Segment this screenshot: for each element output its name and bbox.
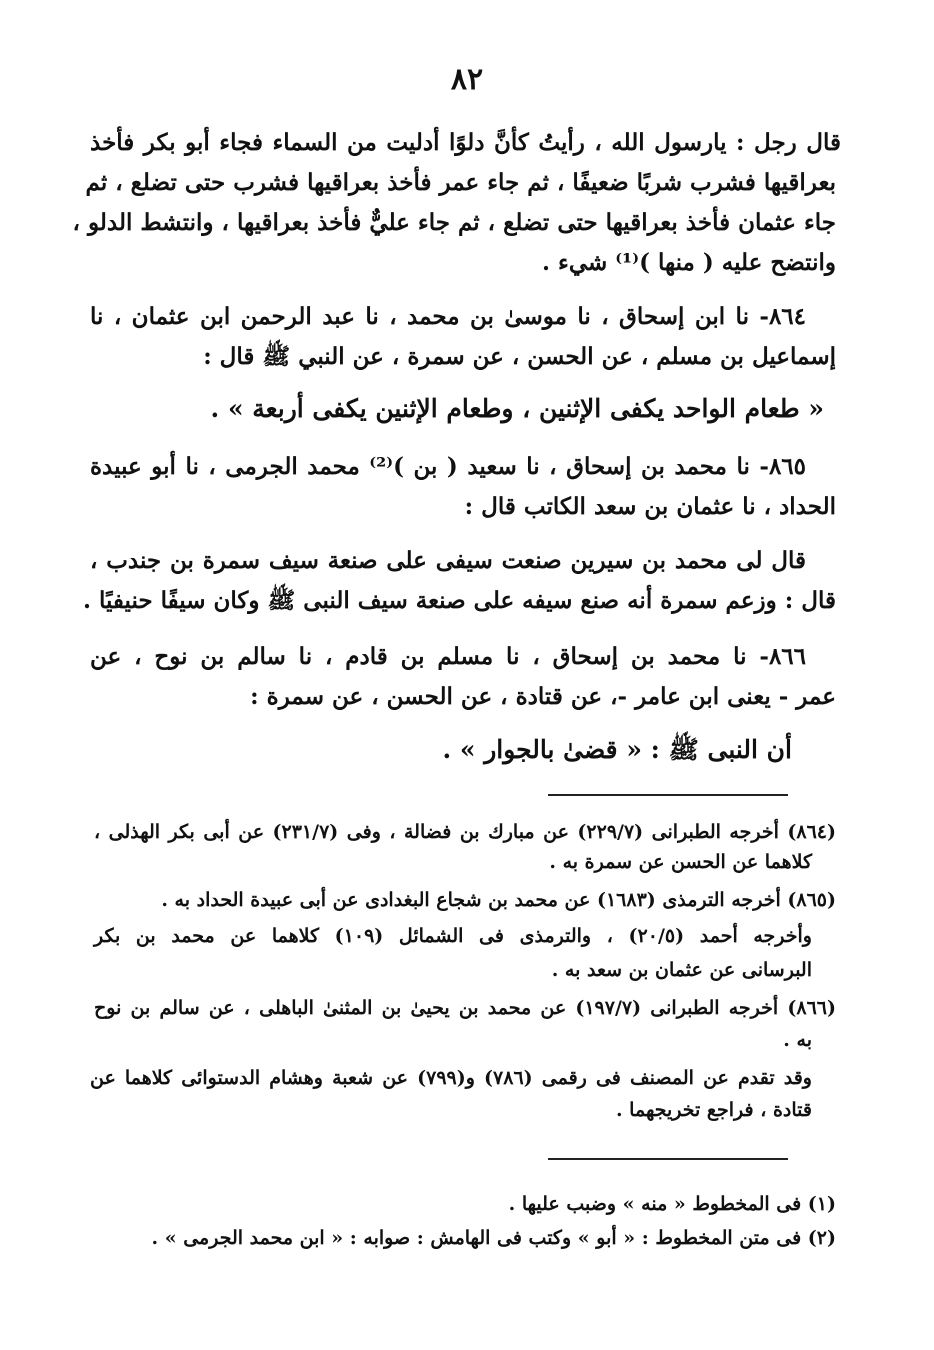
- footnote-divider: [548, 1158, 788, 1160]
- takhrij-note: قتادة ، فراجع تخريجهما .: [615, 1099, 812, 1121]
- takhrij-note: وقد تقدم عن المصنف فى رقمى (٧٨٦) و(٧٩٩) عن شعبة وهشام الدستوائى كلاهما عن: [90, 1067, 812, 1089]
- section-divider: [548, 794, 788, 796]
- hadith-866-isnad: عمر - يعنى ابن عامر -، عن قتادة ، عن الحسن ، عن سمرة :: [250, 683, 836, 710]
- hadith-866-text: أن النبى ﷺ : « قضىٰ بالجوار » .: [442, 735, 792, 764]
- takhrij-note: (٨٦٤) أخرجه الطبرانى (٢٢٩/٧) عن مبارك بن فضالة ، وفى (٢٣١/٧) عن أبى بكر الهذلى ،: [94, 821, 836, 843]
- takhrij-note: البرسانى عن عثمان بن سعد به .: [551, 959, 812, 981]
- takhrij-note: وأخرجه أحمد (٢٠/٥) ، والترمذى فى الشمائل (١٠٩) كلاهما عن محمد بن بكر: [94, 925, 812, 947]
- takhrij-note: كلاهما عن الحسن عن سمرة به .: [549, 851, 812, 873]
- hadith-864-isnad: ٨٦٤- نا ابن إسحاق ، نا موسىٰ بن محمد ، نا عبد الرحمن ابن عثمان ، نا: [90, 303, 806, 330]
- takhrij-note: به .: [783, 1029, 812, 1051]
- hadith-864-text: « طعام الواحد يكفى الإثنين ، وطعام الإثنين يكفى أربعة » .: [210, 394, 824, 423]
- hadith-864-isnad: إسماعيل بن مسلم ، عن الحسن ، عن سمرة ، عن النبي ﷺ قال :: [203, 343, 836, 370]
- hadith-865-isnad: الحداد ، نا عثمان بن سعد الكاتب قال :: [464, 493, 836, 520]
- page-number: ٨٢: [450, 62, 484, 97]
- hadith-866-isnad: ٨٦٦- نا محمد بن إسحاق ، نا مسلم بن قادم ، نا سالم بن نوح ، عن: [90, 643, 806, 670]
- hadith-865-text: قال لى محمد بن سيرين صنعت سيفى على صنعة سيف سمرة بن جندب ،: [90, 547, 806, 574]
- text-line: قال رجل : يارسول الله ، رأيتُ كأنَّ دلوًا أدليت من السماء فجاء أبو بكر فأخذ: [90, 129, 841, 156]
- footnote: (٢) فى متن المخطوط : « أبو » وكتب فى الهامش : صوابه : « ابن محمد الجرمى » .: [151, 1227, 836, 1249]
- takhrij-note: (٨٦٥) أخرجه الترمذى (١٦٨٣) عن محمد بن شجاع البغدادى عن أبى عبيدة الحداد به .: [161, 889, 836, 911]
- text-line: وانتضح عليه ( منها )⁽¹⁾ شيء .: [542, 249, 836, 276]
- hadith-865-isnad: ٨٦٥- نا محمد بن إسحاق ، نا سعيد ( بن )⁽²⁾ محمد الجرمى ، نا أبو عبيدة: [90, 453, 807, 480]
- text-line: بعراقيها فشرب شربًا ضعيفًا ، ثم جاء عمر فأخذ بعراقيها فشرب حتى تضلع ، ثم: [85, 169, 836, 196]
- footnote: (١) فى المخطوط « منه » وضبب عليها .: [508, 1193, 836, 1215]
- takhrij-note: (٨٦٦) أخرجه الطبرانى (١٩٧/٧) عن محمد بن يحيىٰ بن المثنىٰ الباهلى ، عن سالم بن نوح: [94, 997, 836, 1019]
- hadith-865-text: قال : وزعم سمرة أنه صنع سيفه على صنعة سيف النبى ﷺ وكان سيفًا حنيفيًا .: [82, 587, 836, 614]
- text-line: جاء عثمان فأخذ بعراقيها حتى تضلع ، ثم جاء عليٌّ فأخذ بعراقيها ، وانتشط الدلو ،: [72, 209, 836, 236]
